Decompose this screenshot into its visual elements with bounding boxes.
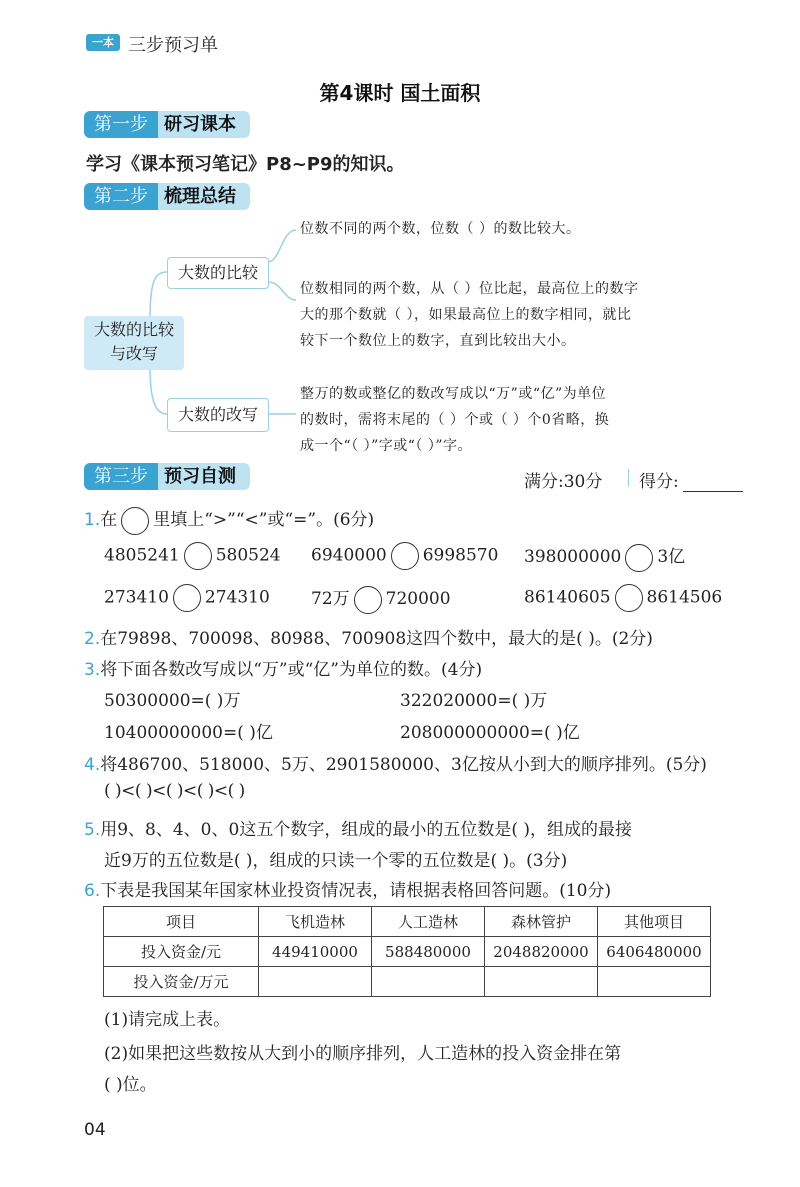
q1-number: 1. — [84, 510, 101, 530]
table-row — [104, 937, 711, 967]
table-cell: 2048820000 — [485, 937, 598, 967]
table-cell: 588480000 — [372, 937, 485, 967]
rewrite-rule-2: 的数时，需将末尾的（ ）个或（ ）个0省略，换 — [300, 412, 610, 428]
score-label — [639, 467, 743, 492]
root-line-1: 大数的比较 — [93, 320, 174, 339]
branch-compare: 大数的比较 — [167, 257, 269, 289]
compare-circle-2[interactable] — [391, 542, 419, 570]
q1-pair-5 — [311, 584, 451, 614]
q1-left-3: 398000000 — [524, 547, 622, 567]
q1-stem — [84, 505, 374, 535]
compare-circle-6[interactable] — [615, 584, 643, 612]
q1-right-1: 580524 — [215, 545, 281, 566]
q5-line-1 — [84, 815, 632, 840]
q1-pair-4 — [104, 584, 270, 612]
q1-pair-1 — [104, 542, 281, 570]
step2-name: 梳理总结 — [158, 183, 250, 210]
page-number: 04 — [84, 1120, 106, 1140]
step1-text: 学习《课本预习笔记》P8~P9的知识。 — [86, 154, 405, 175]
compare-circle-1[interactable] — [184, 542, 212, 570]
q4-number: 4. — [84, 755, 101, 775]
q6-number: 6. — [84, 881, 101, 901]
q5-line-2: 近9万的五位数是( )，组成的只读一个零的五位数是( )。(3分) — [104, 851, 568, 871]
q1-right-5: 720000 — [385, 589, 451, 609]
table-cell: 投入资金/元 — [104, 937, 259, 967]
rewrite-rule-3: 成一个“（ ）”字或“（ ）”字。 — [300, 438, 473, 454]
q5-number: 5. — [84, 820, 101, 840]
q1-pre: 在 — [100, 510, 118, 530]
compare-circle-5[interactable] — [354, 586, 382, 614]
table-cell: 6406480000 — [598, 937, 711, 967]
root-line-2: 与改写 — [109, 344, 158, 363]
q1-right-2: 6998570 — [422, 545, 499, 566]
compare-rule-2c: 较下一个数位上的数字，直到比较出大小。 — [300, 333, 576, 349]
q6-text: 下表是我国某年国家林业投资情况表，请根据表格回答问题。(10分) — [100, 881, 612, 901]
table-cell: 投入资金/万元 — [104, 967, 259, 997]
q1-left-4: 273410 — [104, 587, 169, 608]
answer-cell[interactable] — [598, 967, 711, 997]
table-header-row — [104, 907, 711, 937]
q2-stem — [84, 624, 653, 649]
q1-left-2: 6940000 — [311, 545, 387, 566]
q1-right-3: 3亿 — [657, 547, 686, 567]
table-row — [104, 967, 711, 997]
answer-cell[interactable] — [259, 967, 372, 997]
compare-rule-2b: 大的那个数就（ ），如果最高位上的数字相同，就比 — [300, 307, 632, 323]
table-header: 其他项目 — [598, 907, 711, 937]
compare-circle-3[interactable] — [625, 544, 653, 572]
q1-left-6: 86140605 — [524, 587, 611, 608]
score-text: 得分: — [639, 472, 679, 492]
rewrite-rule-1: 整万的数或整亿的数改写成以“万”或“亿”为单位 — [300, 386, 607, 402]
step3-name: 预习自测 — [158, 463, 250, 490]
branch-rewrite: 大数的改写 — [167, 398, 269, 432]
brand-logo: 一本 — [86, 34, 120, 51]
q4-order-blanks[interactable]: ( )<( )<( )<( )<( ) — [104, 781, 245, 801]
q1-left-1: 4805241 — [104, 545, 180, 566]
q1-pair-6 — [524, 584, 722, 612]
q1-right-6: 8614506 — [646, 587, 723, 608]
q1-left-5: 72万 — [311, 589, 350, 609]
step1-label: 第一步 — [84, 111, 158, 138]
q2-text: 在79898、700098、80988、700908这四个数中，最大的是( )。(2分) — [100, 629, 653, 649]
q6-sub-2-line-2: ( )位。 — [104, 1075, 157, 1095]
lesson-title: 第4课时 国土面积 — [319, 81, 481, 105]
q6-stem — [84, 876, 611, 901]
full-score: 满分:30分 — [524, 472, 603, 492]
table-header: 飞机造林 — [259, 907, 372, 937]
q1-pair-2 — [311, 542, 498, 570]
q3-item-1: 50300000=( )万 — [104, 691, 241, 711]
q1-pair-3 — [524, 542, 685, 572]
table-cell: 449410000 — [259, 937, 372, 967]
table-header: 项目 — [104, 907, 259, 937]
investment-table — [103, 906, 711, 997]
q3-stem — [84, 655, 482, 680]
q1-post: 里填上“>”“<”或“=”。(6分) — [153, 510, 375, 530]
series-title: 三步预习单 — [128, 35, 218, 56]
q4-stem — [84, 750, 707, 775]
mindmap-root — [84, 316, 184, 370]
q2-number: 2. — [84, 629, 101, 649]
answer-cell[interactable] — [372, 967, 485, 997]
q3-item-3: 10400000000=( )亿 — [104, 723, 273, 743]
answer-cell[interactable] — [485, 967, 598, 997]
step1-name: 研习课本 — [158, 111, 250, 138]
step3-banner — [84, 463, 250, 490]
step2-label: 第二步 — [84, 183, 158, 210]
table-header: 森林管护 — [485, 907, 598, 937]
q3-item-2: 322020000=( )万 — [400, 691, 548, 711]
compare-circle-example — [121, 507, 149, 535]
q5-text-1: 用9、8、4、0、0这五个数字，组成的最小的五位数是( )，组成的最接 — [100, 820, 632, 840]
q6-sub-1: (1)请完成上表。 — [104, 1010, 231, 1030]
compare-rule-2a: 位数相同的两个数，从（ ）位比起，最高位上的数字 — [300, 281, 639, 297]
score-blank[interactable] — [683, 475, 743, 492]
q3-number: 3. — [84, 660, 101, 680]
compare-circle-4[interactable] — [173, 584, 201, 612]
q1-right-4: 274310 — [204, 587, 270, 608]
table-header: 人工造林 — [372, 907, 485, 937]
q3-text: 将下面各数改写成以“万”或“亿”为单位的数。(4分) — [100, 660, 483, 680]
q3-item-4: 208000000000=( )亿 — [400, 723, 580, 743]
step3-label: 第三步 — [84, 463, 158, 490]
q6-sub-2-line-1: (2)如果把这些数按从大到小的顺序排列，人工造林的投入资金排在第 — [104, 1044, 622, 1064]
q4-text: 将486700、518000、5万、2901580000、3亿按从小到大的顺序排列。(5分) — [100, 755, 707, 775]
compare-rule-1: 位数不同的两个数，位数（ ）的数比较大。 — [300, 221, 581, 237]
score-divider — [628, 469, 629, 487]
